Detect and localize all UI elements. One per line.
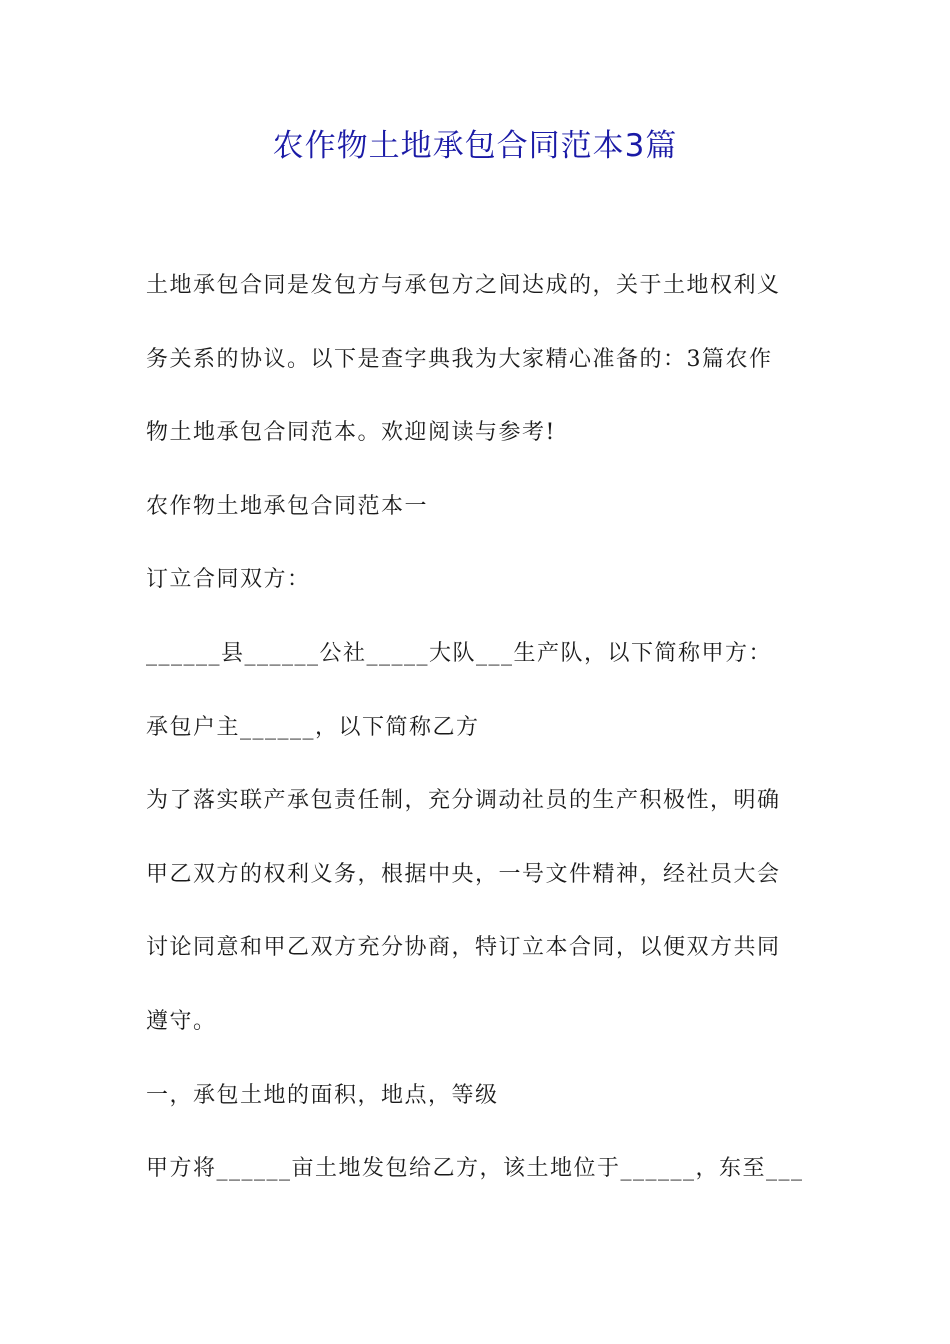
document-body [146, 262, 808, 1219]
paragraph-line: 承包户主______，以下简称乙方 [146, 714, 480, 740]
paragraph-line: 遵守。 [146, 1008, 217, 1034]
paragraph-line: 务关系的协议。以下是查字典我为大家精心准备的：3篇农作 [146, 346, 773, 372]
paragraph-line: 土地承包合同是发包方与承包方之间达成的，关于土地权利义 [146, 273, 781, 298]
paragraph-line: ______县______公社_____大队___生产队，以下简称甲方： [146, 640, 773, 666]
paragraph-line: 物土地承包合同范本。欢迎阅读与参考! [146, 420, 556, 446]
document-title: 农作物土地承包合同范本3篇 [272, 128, 678, 164]
paragraph-line: 讨论同意和甲乙双方充分协商，特订立本合同，以便双方共同 [146, 935, 781, 961]
clause-heading: 一，承包土地的面积，地点，等级 [146, 1082, 499, 1108]
paragraph-line: 订立合同双方： [146, 567, 311, 593]
paragraph-line: 为了落实联产承包责任制，充分调动社员的生产积极性，明确 [146, 788, 781, 814]
section-heading: 农作物土地承包合同范本一 [146, 493, 429, 519]
paragraph-line: 甲乙双方的权利义务，根据中央，一号文件精神，经社员大会 [146, 861, 781, 887]
paragraph-line: 甲方将______亩土地发包给乙方，该土地位于______，东至___ [146, 1156, 804, 1182]
